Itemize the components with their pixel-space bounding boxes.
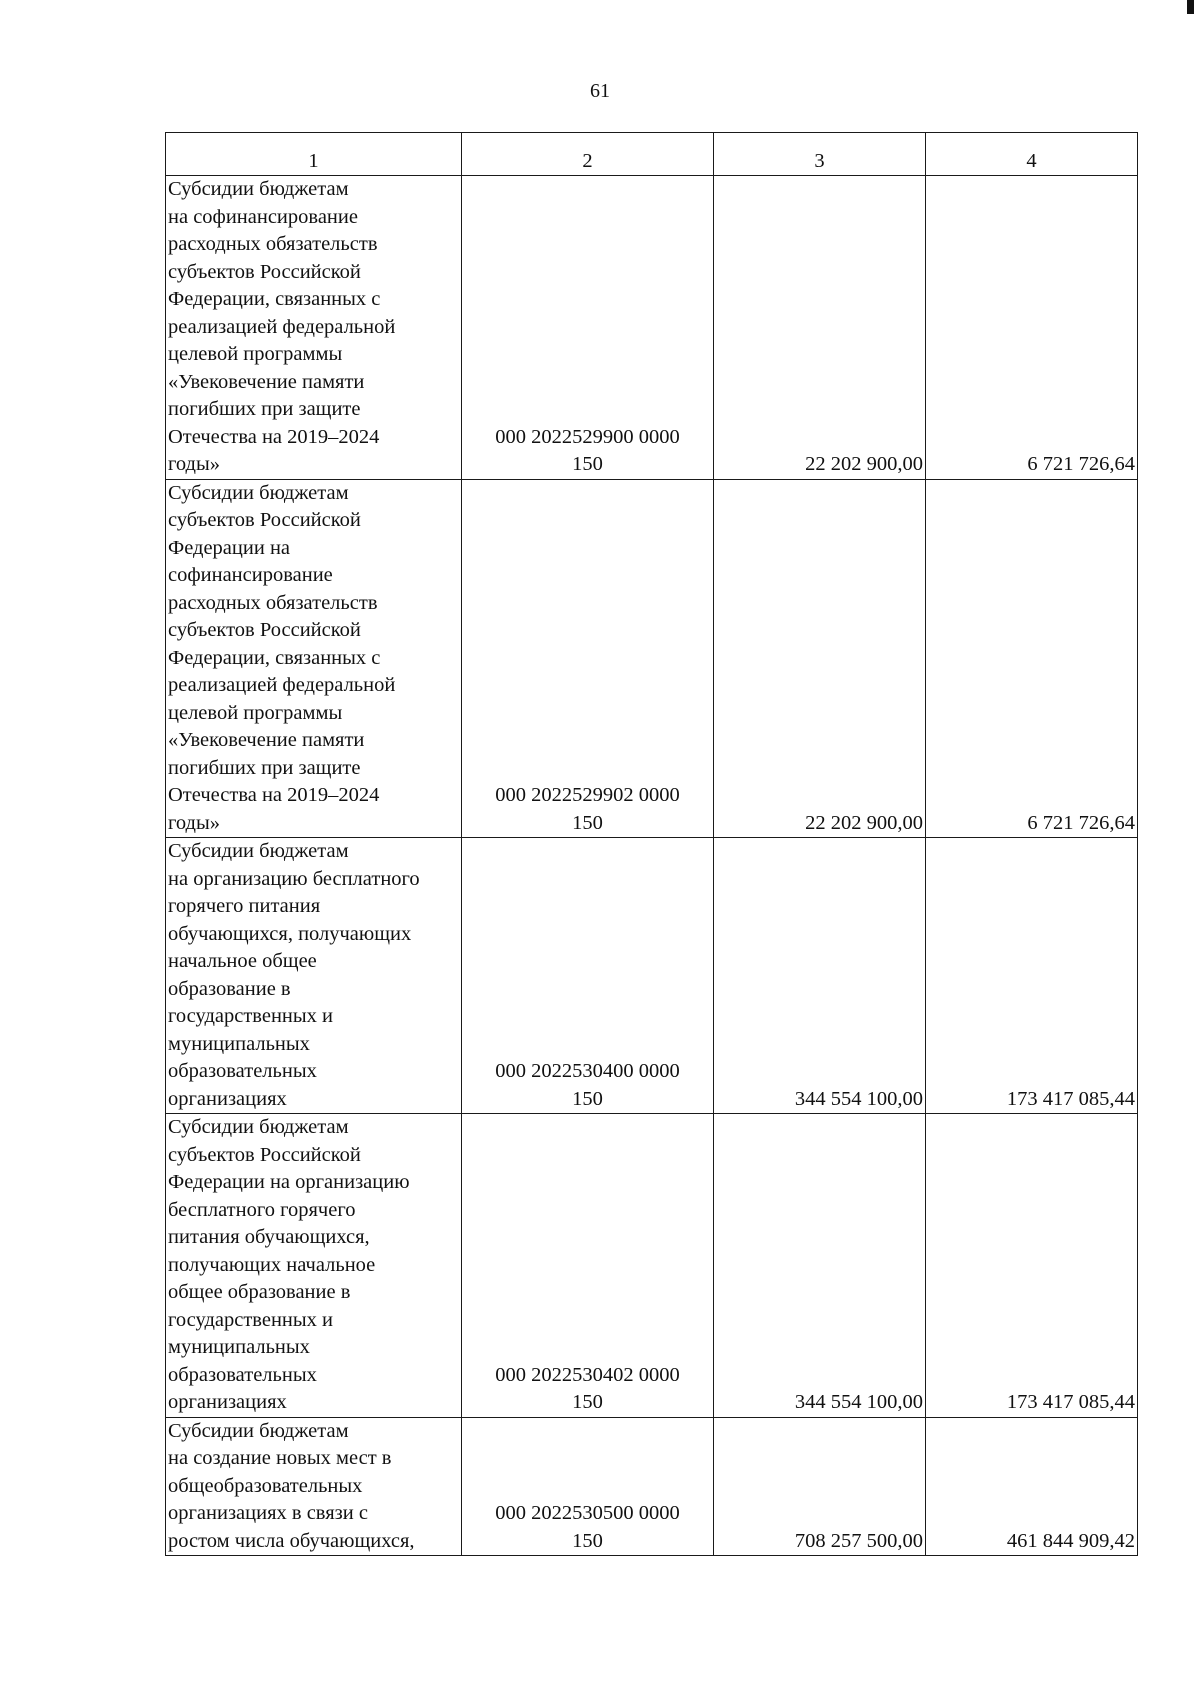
row-name-cell: Субсидии бюджетам субъектов Российской Федерации на организацию бесплатного горячего питания обучающихся, получающих начальное общее образование в государственных и муниципальных образовательных организациях [166, 1114, 462, 1418]
table-header-row [166, 133, 1138, 176]
row-plan-cell: 344 554 100,00 [714, 838, 926, 1114]
row-executed-cell: 173 417 085,44 [926, 838, 1138, 1114]
row-plan-cell: 708 257 500,00 [714, 1417, 926, 1556]
row-code-cell: 000 2022530500 0000 150 [462, 1417, 714, 1556]
row-name-cell: Субсидии бюджетам субъектов Российской Федерации на софинансирование расходных обязательств субъектов Российской Федерации, связанных с реализацией федеральной целевой программы «Увековечение памяти погибших при защите Отечества на 2019–2024 годы» [166, 479, 462, 838]
budget-table [165, 132, 1138, 1556]
row-code-cell: 000 2022530400 0000 150 [462, 838, 714, 1114]
header-col-1: 1 [166, 133, 462, 176]
table-row [166, 1417, 1138, 1556]
row-plan-cell: 22 202 900,00 [714, 479, 926, 838]
row-executed-cell: 461 844 909,42 [926, 1417, 1138, 1556]
row-executed-cell: 6 721 726,64 [926, 479, 1138, 838]
row-code-cell: 000 2022529900 0000 150 [462, 176, 714, 480]
row-name-cell: Субсидии бюджетам на создание новых мест в общеобразовательных организациях в связи с ростом числа обучающихся, [166, 1417, 462, 1556]
table-row [166, 838, 1138, 1114]
header-col-3: 3 [714, 133, 926, 176]
row-plan-cell: 344 554 100,00 [714, 1114, 926, 1418]
row-code-cell: 000 2022529902 0000 150 [462, 479, 714, 838]
row-executed-cell: 6 721 726,64 [926, 176, 1138, 480]
table-row [166, 1114, 1138, 1418]
scan-edge-mark [1187, 0, 1194, 14]
table-row [166, 176, 1138, 480]
table-row [166, 479, 1138, 838]
row-code-cell: 000 2022530402 0000 150 [462, 1114, 714, 1418]
row-name-cell: Субсидии бюджетам на софинансирование расходных обязательств субъектов Российской Федерации, связанных с реализацией федеральной целевой программы «Увековечение памяти погибших при защите Отечества на 2019–2024 годы» [166, 176, 462, 480]
row-name-cell: Субсидии бюджетам на организацию бесплатного горячего питания обучающихся, получающих начальное общее образование в государственных и муниципальных образовательных организациях [166, 838, 462, 1114]
page-number: 61 [590, 80, 610, 102]
header-col-4: 4 [926, 133, 1138, 176]
row-plan-cell: 22 202 900,00 [714, 176, 926, 480]
header-col-2: 2 [462, 133, 714, 176]
row-executed-cell: 173 417 085,44 [926, 1114, 1138, 1418]
